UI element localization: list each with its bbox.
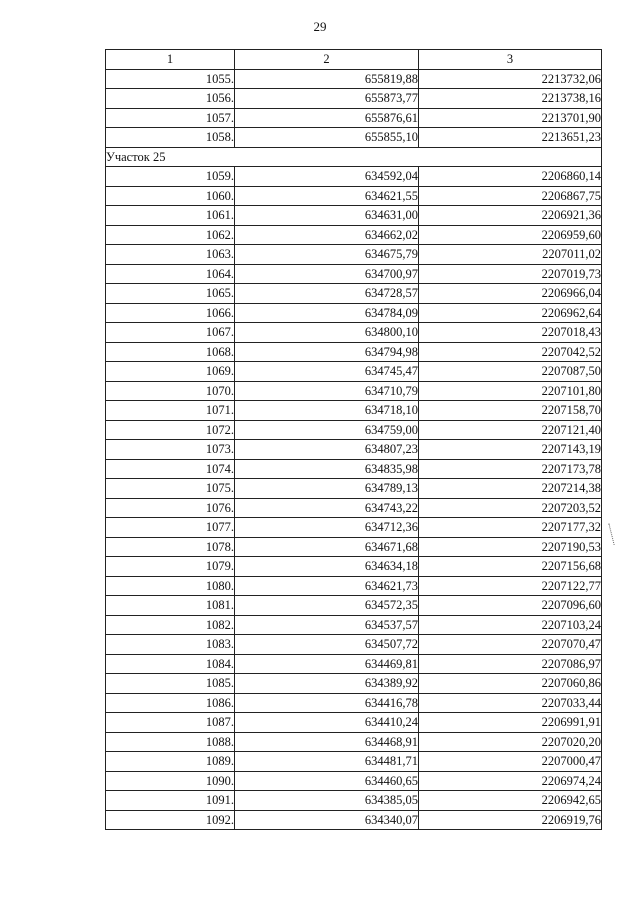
page-number: 29 [313, 19, 327, 34]
x-coordinate-cell: 634621,55 [235, 186, 419, 206]
point-number-cell: 1071. [106, 401, 235, 421]
table-row [106, 693, 602, 713]
x-coordinate-cell: 634385,05 [235, 791, 419, 811]
point-number-cell: 1083. [106, 635, 235, 655]
point-number-cell: 1078. [106, 537, 235, 557]
table-row [106, 264, 602, 284]
x-coordinate-cell: 655873,77 [235, 89, 419, 109]
x-coordinate-cell: 634634,18 [235, 557, 419, 577]
y-coordinate-cell: 2207156,68 [419, 557, 602, 577]
table-row [106, 557, 602, 577]
table-row [106, 303, 602, 323]
point-number-cell: 1061. [106, 206, 235, 226]
x-coordinate-cell: 634789,13 [235, 479, 419, 499]
table-row [106, 732, 602, 752]
x-coordinate-cell: 634835,98 [235, 459, 419, 479]
x-coordinate-cell: 634592,04 [235, 167, 419, 187]
x-coordinate-cell: 634389,92 [235, 674, 419, 694]
y-coordinate-cell: 2206942,65 [419, 791, 602, 811]
y-coordinate-cell: 2206867,75 [419, 186, 602, 206]
table-row [106, 440, 602, 460]
x-coordinate-cell: 634743,22 [235, 498, 419, 518]
y-coordinate-cell: 2213651,23 [419, 128, 602, 148]
point-number-cell: 1069. [106, 362, 235, 382]
y-coordinate-cell: 2207000,47 [419, 752, 602, 772]
table-row [106, 654, 602, 674]
section-row [106, 147, 602, 167]
point-number-cell: 1056. [106, 89, 235, 109]
y-coordinate-cell: 2207096,60 [419, 596, 602, 616]
y-coordinate-cell: 2207121,40 [419, 420, 602, 440]
table-row [106, 576, 602, 596]
table-row [106, 69, 602, 89]
point-number-cell: 1058. [106, 128, 235, 148]
point-number-cell: 1089. [106, 752, 235, 772]
y-coordinate-cell: 2207086,97 [419, 654, 602, 674]
y-coordinate-cell: 2207033,44 [419, 693, 602, 713]
x-coordinate-cell: 634410,24 [235, 713, 419, 733]
table-row [106, 381, 602, 401]
x-coordinate-cell: 634784,09 [235, 303, 419, 323]
table-row [106, 596, 602, 616]
y-coordinate-cell: 2207158,70 [419, 401, 602, 421]
table-row [106, 810, 602, 830]
x-coordinate-cell: 634759,00 [235, 420, 419, 440]
x-coordinate-cell: 634468,91 [235, 732, 419, 752]
column-header-2: 2 [235, 50, 419, 70]
x-coordinate-cell: 634416,78 [235, 693, 419, 713]
y-coordinate-cell: 2213738,16 [419, 89, 602, 109]
x-coordinate-cell: 634807,23 [235, 440, 419, 460]
table-row [106, 791, 602, 811]
point-number-cell: 1088. [106, 732, 235, 752]
y-coordinate-cell: 2207018,43 [419, 323, 602, 343]
y-coordinate-cell: 2207214,38 [419, 479, 602, 499]
scan-mark [608, 523, 616, 545]
point-number-cell: 1086. [106, 693, 235, 713]
point-number-cell: 1057. [106, 108, 235, 128]
point-number-cell: 1082. [106, 615, 235, 635]
table-row [106, 518, 602, 538]
column-header-3: 3 [419, 50, 602, 70]
y-coordinate-cell: 2207103,24 [419, 615, 602, 635]
y-coordinate-cell: 2207042,52 [419, 342, 602, 362]
x-coordinate-cell: 634460,65 [235, 771, 419, 791]
point-number-cell: 1075. [106, 479, 235, 499]
x-coordinate-cell: 634537,57 [235, 615, 419, 635]
y-coordinate-cell: 2207203,52 [419, 498, 602, 518]
point-number-cell: 1079. [106, 557, 235, 577]
y-coordinate-cell: 2213701,90 [419, 108, 602, 128]
table-row [106, 108, 602, 128]
table-row [106, 479, 602, 499]
point-number-cell: 1074. [106, 459, 235, 479]
point-number-cell: 1084. [106, 654, 235, 674]
x-coordinate-cell: 634631,00 [235, 206, 419, 226]
y-coordinate-cell: 2207101,80 [419, 381, 602, 401]
table-row [106, 420, 602, 440]
table-body [106, 69, 602, 830]
point-number-cell: 1062. [106, 225, 235, 245]
x-coordinate-cell: 634712,36 [235, 518, 419, 538]
point-number-cell: 1055. [106, 69, 235, 89]
y-coordinate-cell: 2207011,02 [419, 245, 602, 265]
table-row [106, 167, 602, 187]
point-number-cell: 1065. [106, 284, 235, 304]
x-coordinate-cell: 655876,61 [235, 108, 419, 128]
y-coordinate-cell: 2206974,24 [419, 771, 602, 791]
point-number-cell: 1090. [106, 771, 235, 791]
y-coordinate-cell: 2207173,78 [419, 459, 602, 479]
column-header-1: 1 [106, 50, 235, 70]
y-coordinate-cell: 2206860,14 [419, 167, 602, 187]
y-coordinate-cell: 2207070,47 [419, 635, 602, 655]
table-row [106, 771, 602, 791]
y-coordinate-cell: 2207177,32 [419, 518, 602, 538]
table-row [106, 635, 602, 655]
table-row [106, 206, 602, 226]
x-coordinate-cell: 634621,73 [235, 576, 419, 596]
table-row [106, 674, 602, 694]
y-coordinate-cell: 2207020,20 [419, 732, 602, 752]
y-coordinate-cell: 2207122,77 [419, 576, 602, 596]
point-number-cell: 1064. [106, 264, 235, 284]
table-row [106, 401, 602, 421]
x-coordinate-cell: 655855,10 [235, 128, 419, 148]
point-number-cell: 1068. [106, 342, 235, 362]
x-coordinate-cell: 634700,97 [235, 264, 419, 284]
x-coordinate-cell: 634794,98 [235, 342, 419, 362]
point-number-cell: 1072. [106, 420, 235, 440]
point-number-cell: 1070. [106, 381, 235, 401]
point-number-cell: 1076. [106, 498, 235, 518]
point-number-cell: 1077. [106, 518, 235, 538]
x-coordinate-cell: 655819,88 [235, 69, 419, 89]
section-label: Участок 25 [106, 147, 602, 167]
table-row [106, 459, 602, 479]
y-coordinate-cell: 2207190,53 [419, 537, 602, 557]
x-coordinate-cell: 634710,79 [235, 381, 419, 401]
x-coordinate-cell: 634481,71 [235, 752, 419, 772]
coordinates-table [105, 49, 602, 830]
y-coordinate-cell: 2206921,36 [419, 206, 602, 226]
y-coordinate-cell: 2207087,50 [419, 362, 602, 382]
point-number-cell: 1087. [106, 713, 235, 733]
y-coordinate-cell: 2206991,91 [419, 713, 602, 733]
y-coordinate-cell: 2206919,76 [419, 810, 602, 830]
x-coordinate-cell: 634340,07 [235, 810, 419, 830]
table-row [106, 342, 602, 362]
y-coordinate-cell: 2207143,19 [419, 440, 602, 460]
x-coordinate-cell: 634728,57 [235, 284, 419, 304]
table-row [106, 128, 602, 148]
table-row [106, 362, 602, 382]
table-row [106, 89, 602, 109]
y-coordinate-cell: 2207060,86 [419, 674, 602, 694]
table-row [106, 284, 602, 304]
point-number-cell: 1080. [106, 576, 235, 596]
table-row [106, 498, 602, 518]
point-number-cell: 1085. [106, 674, 235, 694]
table-row [106, 245, 602, 265]
point-number-cell: 1092. [106, 810, 235, 830]
table-row [106, 323, 602, 343]
point-number-cell: 1081. [106, 596, 235, 616]
x-coordinate-cell: 634469,81 [235, 654, 419, 674]
point-number-cell: 1091. [106, 791, 235, 811]
table-row [106, 615, 602, 635]
x-coordinate-cell: 634572,35 [235, 596, 419, 616]
point-number-cell: 1066. [106, 303, 235, 323]
table-row [106, 225, 602, 245]
point-number-cell: 1063. [106, 245, 235, 265]
point-number-cell: 1073. [106, 440, 235, 460]
x-coordinate-cell: 634662,02 [235, 225, 419, 245]
x-coordinate-cell: 634671,68 [235, 537, 419, 557]
x-coordinate-cell: 634800,10 [235, 323, 419, 343]
x-coordinate-cell: 634507,72 [235, 635, 419, 655]
y-coordinate-cell: 2207019,73 [419, 264, 602, 284]
y-coordinate-cell: 2213732,06 [419, 69, 602, 89]
table-row [106, 186, 602, 206]
y-coordinate-cell: 2206962,64 [419, 303, 602, 323]
x-coordinate-cell: 634745,47 [235, 362, 419, 382]
y-coordinate-cell: 2206966,04 [419, 284, 602, 304]
point-number-cell: 1067. [106, 323, 235, 343]
table-row [106, 713, 602, 733]
y-coordinate-cell: 2206959,60 [419, 225, 602, 245]
x-coordinate-cell: 634675,79 [235, 245, 419, 265]
point-number-cell: 1060. [106, 186, 235, 206]
x-coordinate-cell: 634718,10 [235, 401, 419, 421]
point-number-cell: 1059. [106, 167, 235, 187]
table-row [106, 752, 602, 772]
table-header-row [106, 50, 602, 70]
table-row [106, 537, 602, 557]
